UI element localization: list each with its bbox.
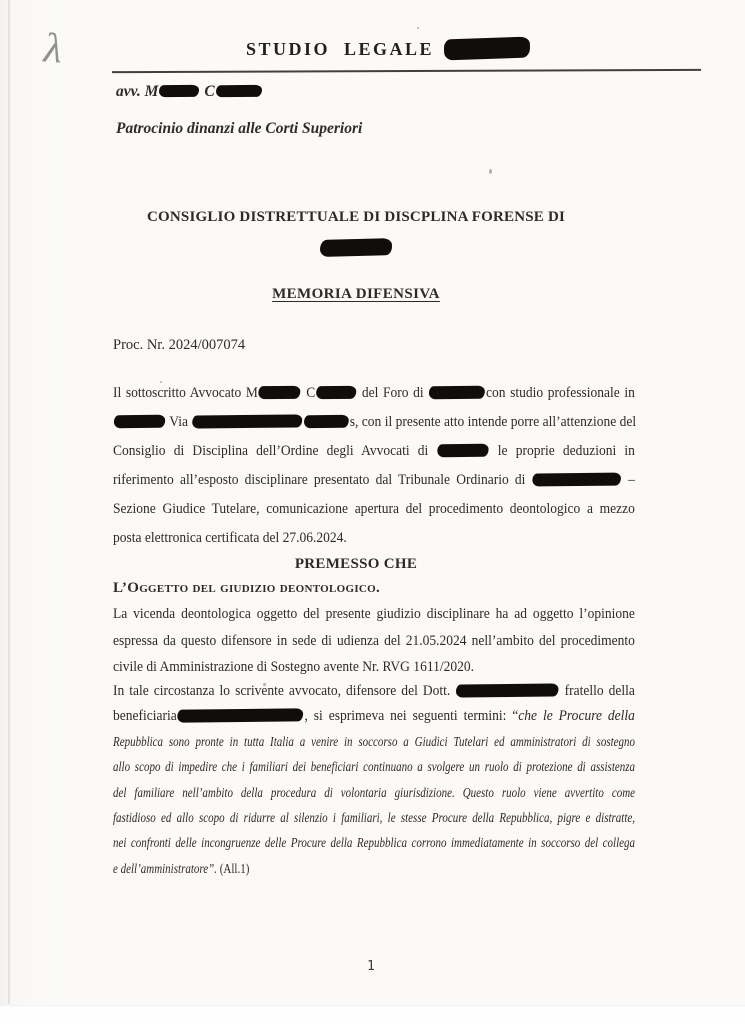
text-segment: posta elettronica certificata del 27.06.2024. [113,530,347,546]
council-heading: CONSIGLIO DISTRETTUALE DI DISCPLINA FORENSE DI [146,209,566,225]
text-line [113,628,635,655]
proc-number: Proc. Nr. 2024/007074 [113,337,246,353]
text-segment: La vicenda deontologica oggetto del presente giudizio disciplinare ha ad oggetto l’opinione [113,606,635,622]
text-segment: C [200,83,215,100]
redaction-mark [316,386,356,399]
text-segment: allo scopo di impedire che i familiari dei beneficiari continuano a svolgere un ruolo di protezione di assistenza [113,760,636,776]
text-line [116,83,263,101]
text-segment: , si esprimeva nei seguenti termini: “ [304,708,519,725]
text-segment: che le Procure della [518,708,635,725]
text-segment: (All.1) [219,861,250,877]
oggetto-paragraph [113,601,635,681]
text-segment: STUDIO LEGALE [246,39,435,59]
redaction-mark [437,444,488,458]
redaction-mark [429,386,485,400]
text-segment: beneficiaria [113,708,177,725]
text-line [113,601,635,628]
council-city-redaction [320,238,392,257]
text-line [113,755,635,780]
redaction-mark [532,473,621,487]
letterhead-divider [112,69,701,73]
memoria-title [98,286,614,303]
intro-paragraph [113,379,635,553]
redaction-mark [216,85,262,97]
text-segment: fratello della [559,683,635,699]
premesso-heading: PREMESSO CHE [294,556,418,572]
text-segment: Via [166,414,192,430]
text-line [113,806,635,831]
text-segment: del familiare nell’ambito della procedura di volontaria giurisdizione. Questo ruolo viene avvertito come [113,785,636,801]
scan-speck [160,381,162,383]
text-line [113,679,635,704]
text-segment: Consiglio di Disciplina dell’Ordine degli Avvocati di [113,443,437,459]
scan-page-edge [0,1005,745,1024]
text-line [113,437,635,466]
text-segment: avv. M [116,83,159,100]
text-segment: con studio professionale in [486,385,635,401]
text-segment: e dell’amministratore”. [113,861,220,877]
letterhead-subtitle: Patrocinio dinanzi alle Corti Superiori [116,120,363,137]
text-segment: riferimento all’esposto disciplinare presentato dal Tribunale Ordinario di [113,472,532,488]
redaction-mark [259,386,301,399]
redaction-mark [114,415,165,429]
text-segment: – [622,472,635,488]
text-line [113,831,635,856]
handwritten-lambda-mark: λ [42,25,64,73]
letterhead-firm-name [246,38,531,60]
text-line [246,38,531,60]
text-segment: s, con il presente atto intende porre all’attenzione del [349,414,637,430]
redaction-mark [178,709,304,723]
oggetto-subheading: L’Oggetto del giudizio deontologico. [113,580,381,596]
redaction-mark [192,414,302,428]
page-number: 1 [367,959,375,974]
redaction-mark [456,683,559,697]
scan-speck [417,27,419,29]
text-segment: fastidioso ed allo scopo di ridurre al silenzio i familiari, le stesse Procure della Repubblica, pigre e distratte, [113,811,636,827]
text-segment: le proprie deduzioni in [489,443,635,459]
scan-edge-shadow [8,0,10,1004]
text-segment: Repubblica sono pronte in tutta Italia a venire in soccorso a Giudici Tutelari ed amministratori di sostegno [113,734,636,750]
text-line [113,379,635,408]
text-line [113,704,635,729]
text-line [113,730,635,755]
text-segment: del Foro di [357,385,429,401]
text-line [113,408,635,437]
udienza-paragraph [113,679,635,882]
redaction-mark [444,37,531,61]
text-segment: espressa da questo difensore in sede di udienza del 21.05.2024 nell’ambito del procedimento [113,632,635,649]
lawyer-name-line [116,83,263,101]
text-segment: Sezione Giudice Tutelare, comunicazione apertura del procedimento deontologico a mezzo [113,501,635,517]
text-line [113,654,635,681]
text-line [113,857,635,882]
text-segment: nei confronti delle incongruenze delle Procure della Repubblica corrono immediatamente in soccorso del collega [113,836,636,852]
redaction-mark [304,415,349,429]
text-segment: civile di Amministrazione di Sostegno avente Nr. RVG 1611/2020. [113,659,475,675]
text-segment: In tale circostanza lo scrivente avvocato, difensore del Dott. [113,683,456,699]
scan-speck [263,683,266,686]
text-segment: Il sottoscritto Avvocato M [113,385,258,401]
text-line [113,524,635,553]
scan-speck [489,169,492,174]
text-line [113,495,635,524]
text-line [113,781,635,806]
memoria-title-text: MEMORIA DIFENSIVA [272,286,440,302]
text-line [113,466,635,495]
text-segment: C [301,385,316,401]
redaction-mark [159,85,199,97]
